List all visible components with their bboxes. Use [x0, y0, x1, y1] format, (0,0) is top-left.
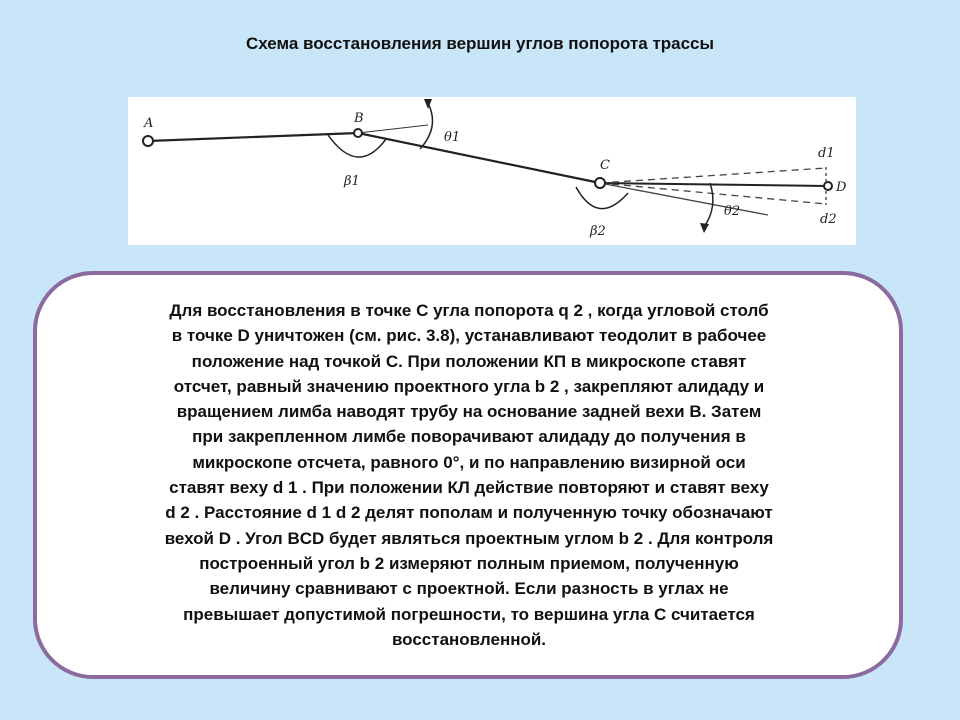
description-line: построенный угол b 2 измеряют полным приемом, полученную — [199, 553, 739, 573]
route-scheme-diagram — [128, 97, 856, 245]
description-line: d 2 . Расстояние d 1 d 2 делят пополам и полученную точку обозначают — [165, 503, 773, 523]
beta2-arc — [576, 187, 628, 209]
description-line: положение над точкой C. При положении КП в микроскопе ставят — [191, 351, 747, 371]
theta1-arrow — [424, 99, 432, 109]
label-c: C — [600, 158, 610, 173]
theta2-arrow — [700, 223, 709, 233]
description-text — [67, 298, 871, 652]
description-line: Для восстановления в точке C угла попорота q 2 , когда угловой столб — [169, 301, 769, 320]
route-scheme-figure — [128, 97, 856, 245]
description-line: вращением лимба наводят трубу на основание задней вехи B. Затем — [176, 402, 762, 422]
theta2-arc — [704, 183, 713, 227]
label-d2: d2 — [820, 212, 837, 227]
sight-line-back — [600, 183, 768, 215]
label-d: D — [836, 180, 847, 195]
description-line: ставят веху d 1 . При положении КЛ действие повторяют и ставят веху — [169, 478, 769, 498]
description-panel — [33, 271, 903, 679]
slide-title: Схема восстановления вершин углов попорота трассы — [245, 34, 715, 53]
point-c — [595, 178, 605, 188]
label-beta2: β2 — [590, 224, 606, 239]
point-a — [143, 136, 153, 146]
line-b-c — [358, 133, 600, 183]
label-theta1: θ1 — [444, 130, 461, 145]
description-line: превышает допустимой погрешности, то вершина угла C считается — [183, 604, 755, 624]
description-line: микроскопе отсчета, равного 0°, и по направлению визирной оси — [192, 452, 746, 472]
line-a-b — [148, 133, 358, 141]
description-line: восстановленной. — [391, 629, 547, 649]
label-b: B — [354, 111, 364, 126]
point-b — [354, 129, 362, 137]
description-line: величину сравнивают с проектной. Если разность в углах не — [209, 579, 729, 599]
description-line: вехой D . Угол BCD будет являться проектным углом b 2 . Для контроля — [164, 528, 774, 548]
line-c-d — [600, 183, 828, 186]
description-line: отсчет, равный значению проектного угла b 2 , закрепляют алидаду и — [173, 376, 765, 396]
point-d — [824, 182, 832, 190]
label-d1: d1 — [818, 146, 835, 161]
description-line: при закрепленном лимбе поворачивают алидаду до получения в — [192, 427, 746, 447]
beta1-arc — [328, 135, 386, 157]
label-a: A — [144, 116, 154, 131]
b-extension — [358, 125, 428, 133]
description-line: в точке D уничтожен (см. рис. 3.8), устанавливают теодолит в рабочее — [171, 326, 767, 346]
sight-line-d1 — [600, 168, 826, 183]
label-theta2: θ2 — [724, 204, 741, 219]
label-beta1: β1 — [344, 174, 360, 189]
